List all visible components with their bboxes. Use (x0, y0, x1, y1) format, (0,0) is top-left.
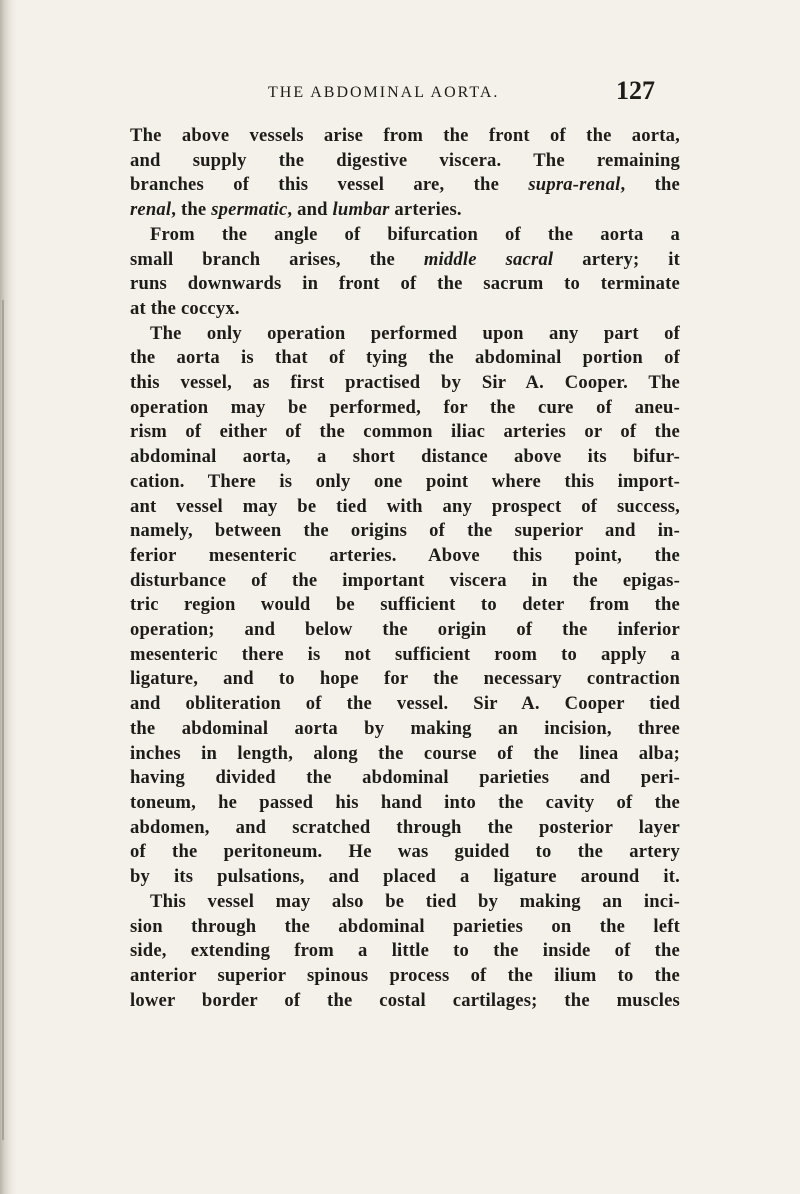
text-line: namely, between the origins of the superior and in- (130, 520, 680, 542)
emphasized-term: spermatic (211, 199, 288, 221)
text-line: the aorta is that of tying the abdominal portion of (130, 347, 680, 369)
text-line: at the coccyx. (130, 297, 240, 319)
text-line: and supply the digestive viscera. The remaining (130, 149, 680, 171)
text-line: side, extending from a little to the inside of the (130, 940, 680, 962)
text-line: and obliteration of the vessel. Sir A. Cooper tied (130, 693, 680, 715)
emphasized-term: supra-renal (528, 174, 621, 196)
text-line: renal, the spermatic, and lumbar arteries. (130, 199, 462, 221)
text-line: anterior superior spinous process of the ilium to the (130, 964, 680, 986)
text-line: abdominal aorta, a short distance above its bifur- (130, 446, 680, 468)
text-line: lower border of the costal cartilages; the muscles (130, 989, 680, 1011)
running-head: THE ABDOMINAL AORTA. (268, 84, 500, 101)
text-line: From the angle of bifurcation of the aorta a (150, 223, 680, 245)
text-line: operation; and below the origin of the inferior (130, 619, 680, 641)
text-line: disturbance of the important viscera in the epigas- (130, 569, 680, 591)
text-line: mesenteric there is not sufficient room to apply a (130, 643, 680, 665)
text-line: cation. There is only one point where this import- (130, 470, 680, 492)
text-line: small branch arises, the middle sacral artery; it (130, 248, 681, 270)
emphasized-term: lumbar (332, 199, 390, 221)
emphasized-term: renal (130, 199, 172, 221)
text-line: this vessel, as first practised by Sir A. Cooper. The (130, 372, 680, 394)
text-line: runs downwards in front of the sacrum to terminate (130, 273, 680, 295)
page-body (130, 124, 680, 1013)
page-header (0, 76, 800, 110)
text-line: This vessel may also be tied by making an inci- (150, 890, 680, 912)
text-line: the abdominal aorta by making an incision, three (130, 717, 680, 739)
text-line: ligature, and to hope for the necessary contraction (130, 668, 680, 690)
emphasized-term: middle sacral (423, 248, 554, 270)
text-line: rism of either of the common iliac arteries or of the (130, 421, 680, 443)
text-line: The only operation performed upon any part of (150, 322, 680, 344)
text-line: sion through the abdominal parieties on the left (130, 915, 680, 937)
text-line: toneum, he passed his hand into the cavity of the (130, 791, 680, 813)
text-line: by its pulsations, and placed a ligature around it. (130, 866, 680, 888)
page-number: 127 (616, 76, 655, 105)
text-line: The above vessels arise from the front of the aorta, (130, 125, 680, 146)
text-line: tric region would be sufficient to deter from the (130, 594, 680, 616)
text-line: of the peritoneum. He was guided to the artery (130, 841, 680, 863)
page-gutter-edge (2, 300, 4, 1140)
text-line: branches of this vessel are, the supra-renal, the (130, 174, 680, 196)
text-line: inches in length, along the course of the linea alba; (130, 742, 680, 764)
text-line: abdomen, and scratched through the posterior layer (130, 816, 680, 838)
text-line: operation may be performed, for the cure of aneu- (130, 396, 680, 418)
text-line: having divided the abdominal parieties and peri- (130, 767, 680, 789)
text-line: ferior mesenteric arteries. Above this point, the (130, 544, 680, 566)
text-line: ant vessel may be tied with any prospect of success, (130, 495, 680, 517)
